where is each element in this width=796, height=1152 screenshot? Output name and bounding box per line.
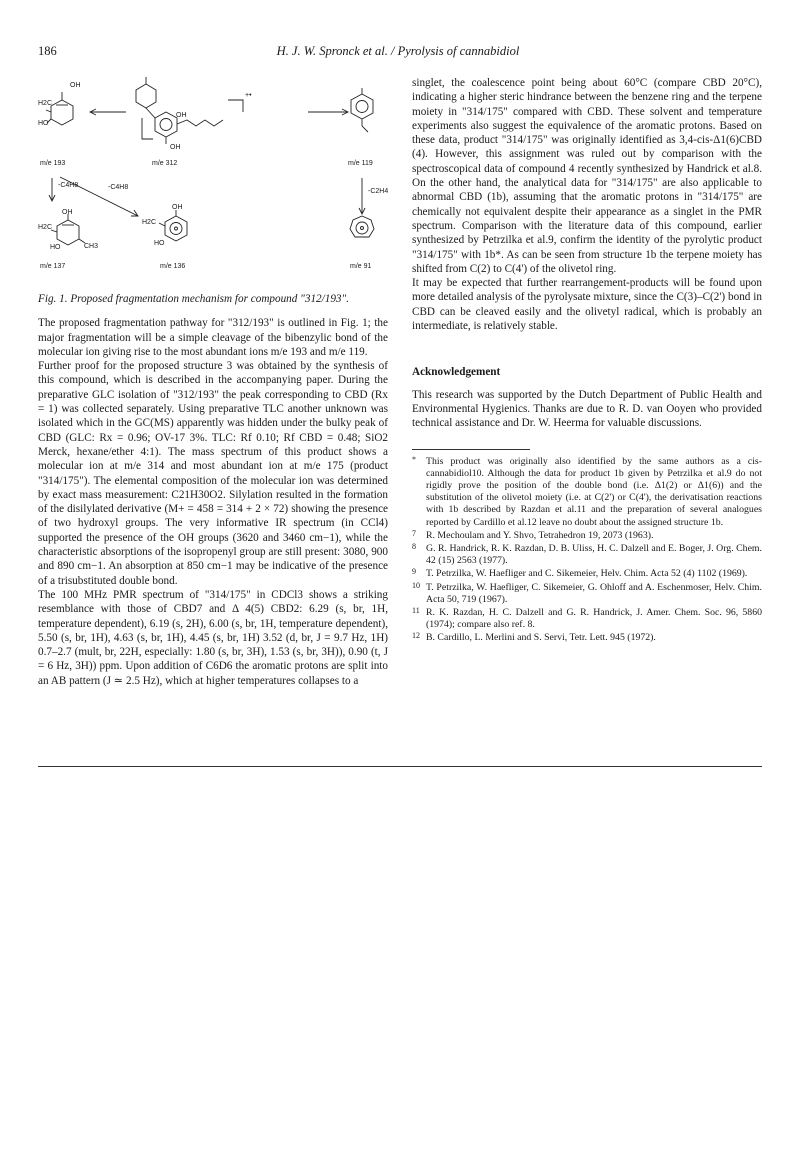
oh-label: OH xyxy=(176,112,187,119)
footnote-mark: 12 xyxy=(412,631,420,641)
acknowledgement-text: This research was supported by the Dutch Department of Public Health and Environmental Hygienics. Thanks are due to R. D. van Ooyen who provided technical assistance and Dr. W. Heerma for valuable discussions. xyxy=(412,388,762,430)
body-paragraph: It may be expected that further rearrangement-products will be found upon more detailed analysis of the pyrolysate mixture, since the C(3)–C(2') bond in CBD can be cleaved easily and the olivetyl radical, which is probably an intermediate, is relatively stable. xyxy=(412,277,762,333)
figure-caption: Fig. 1. Proposed fragmentation mechanism for compound "312/193". xyxy=(38,293,350,305)
body-paragraph: Further proof for the proposed structure 3 was obtained by the synthesis of this compound, which is described in the accompanying paper. During the preparative GLC isolation of "312/193" the peak corresponding to CBD (Rx = 1) was collected separately. Using preparative TLC another unknown was isolated which in the GC(MS) apparently was hidden under the bulky peak of CBD (GLC: Rx = 0.96; OV-17 3%. TLC: Rf 0.10; Rf CBD = 0.48; SiO2 Merck, hexane/ether 4:1). The mass spectrum of this product shows a molecular ion at m/e 314 and most abundant ion at m/e 175 (product "314/175"). The elemental composition of the molecular ion was determined by exact mass measurement: C21H30O2. Silylation resulted in the formation of the disilylated derivative (M+ = 458 = 314 + 2 × 72) showing the presence of two hydroxyl groups. The very informative IR spectrum (in CCl4) supported the presence of the OH groups (3620 and 3460 cm−1), while the characteristic absorptions of the isopropenyl group are still present: 3080, 900 and 890 cm−1. An absorption at 850 cm−1 may be indicative of the presence of a trisubstituted double bond. xyxy=(38,360,388,587)
ion-label-312: m/e 312 xyxy=(152,160,178,167)
footnote-text: R. Mechoulam and Y. Shvo, Tetrahedron 19, 2073 (1963). xyxy=(426,529,654,541)
footnote-mark: 9 xyxy=(412,567,416,577)
reference-11 xyxy=(412,607,762,631)
right-column xyxy=(412,76,762,646)
footnote-mark: 11 xyxy=(412,605,420,615)
footnote-mark: 10 xyxy=(412,580,420,590)
ho-label: HO xyxy=(50,244,61,251)
footnote-text: This product was originally also identified by the same authors as a cis-cannabidiol10. Although the data for product 1b given by Petrzilka et al.9 do not rigidly prove the position of the double bond (i.e. Δ1(2) or Δ1(6)) and the substitution of the olivetol moiety (i.e. at C(2') or C(4'), the derivatisation reactions with 1b described by Razdan et al.11 and the preparation of several analogues reported by Cardillo et al.12 leave no doubt about the assigned structure 1b. xyxy=(426,455,762,528)
footnote-divider xyxy=(412,449,530,450)
footnote-text: T. Petrzilka, W. Haefliger, C. Sikemeier, G. Ohloff and A. Eschenmoser, Helv. Chim. Acta 50, 719 (1967). xyxy=(426,581,762,605)
h2c-label: H2C xyxy=(38,224,53,231)
fragmentation-figure xyxy=(38,76,388,284)
loss-label-c2h4: -C2H4 xyxy=(368,188,389,195)
footnote-mark: 8 xyxy=(412,541,416,551)
running-header xyxy=(38,44,758,60)
footnote-mark: 7 xyxy=(412,528,416,538)
ion-label-137: m/e 137 xyxy=(40,263,66,270)
h2c-label: H2C xyxy=(38,100,53,107)
ch3-label: CH3 xyxy=(84,243,99,250)
reference-10 xyxy=(412,582,762,606)
benzene-ring-136 xyxy=(165,216,187,241)
h2c-label: H2C xyxy=(142,219,157,226)
loss-label-c4h8: -C4H8 xyxy=(58,182,79,189)
radical-cation-mark: +• xyxy=(245,92,252,99)
loss-label-c4h8: -C4H8 xyxy=(108,184,129,191)
footnote-text: G. R. Handrick, R. K. Razdan, D. B. Uliss, H. C. Dalzell and E. Boger, J. Org. Chem. 42 (15) 2563 (1977). xyxy=(426,542,762,567)
oh-label: OH xyxy=(70,82,81,89)
acknowledgement-heading: Acknowledgement xyxy=(412,366,501,379)
body-paragraph: The 100 MHz PMR spectrum of "314/175" in CDCl3 shows a striking resemblance with those of CBD7 and Δ 4(5) CBD2: 6.29 (s, br, 1H, temperature dependent), 6.19 (s, 2H), 6.00 (s, br, 1H, temperature dependent), 5.50 (s, br, 1H), 4.63 (s, br, 1H), 4.45 (s, br, 1H) 3.52 (d, br, J = 9.7 Hz, 1H) 0.7–2.7 (mult, br, 22H, especially: 1.80 (s, br, 3H), 1.53 (s, br, 3H)), 0.90 (t, J = 6 Hz, 3H)) ppm. Upon addition of C6D6 the aromatic protons are split into an AB pattern (J ≃ 2.5 Hz), which at higher temperatures collapses to a xyxy=(38,588,388,687)
fragmentation-scheme-drawing xyxy=(38,76,388,284)
footnote-text: B. Cardillo, L. Merlini and S. Servi, Tetr. Lett. 945 (1972). xyxy=(426,632,656,644)
footnote-text: R. K. Razdan, H. C. Dalzell and G. R. Handrick, J. Amer. Chem. Soc. 96, 5860 (1974); compare also ref. 8. xyxy=(426,606,762,631)
cyclohexene-ring-312 xyxy=(136,84,156,108)
ion-label-136: m/e 136 xyxy=(160,263,186,270)
benzene-ring-193 xyxy=(51,100,73,125)
body-paragraph: singlet, the coalescence point being about 60°C (compare CBD 20°C), indicating a higher steric hindrance between the benzene ring and the terpene moiety in "314/175" compared with CBD. These solvent and temperature experiments also suggest the equivalence of the aromatic protons. Based on these data, product "314/175" was originally identified as 3,4-cis-Δ1(6)CBD (4). However, this assignment was ruled out by comparison with the spectroscopical data of compound 4 recently synthesized by Handrick et al.8. On the other hand, the analytical data for "314/175" are also applicable to abnormal CBD (1b), assuming that the aromatic protons in "314/175" are chemically not equivalent despite their appearance as a singlet in the PMR spectrum. Comparison with the literature data of this compound, earlier synthesized by Petrzilka et al.9, confirm the identity of the pyrolytic product "314/175" with 1b*. As can be seen from structure 1b the terpene moiety has shifted from C(2) to C(4') of the olivetol ring. xyxy=(412,77,762,275)
footnote-text: T. Petrzilka, W. Haefliger and C. Sikemeier, Helv. Chim. Acta 52 (4) 1102 (1969). xyxy=(426,568,748,580)
left-column xyxy=(38,76,388,688)
ho-label: HO xyxy=(38,120,49,127)
body-paragraph: The proposed fragmentation pathway for "312/193" is outlined in Fig. 1; the major fragmentation will be a simple cleavage of the bibenzylic bond of the molecular ion giving rise to the most abundant ions m/e 193 and m/e 119. xyxy=(38,317,388,358)
reference-9 xyxy=(412,568,762,580)
ion-label-193: m/e 193 xyxy=(40,160,66,167)
benzene-ring-312 xyxy=(155,112,177,137)
ion-label-91: m/e 91 xyxy=(350,263,372,270)
reference-12 xyxy=(412,632,762,644)
oh-label: OH xyxy=(62,209,73,216)
benzene-ring-119 xyxy=(351,94,373,119)
benzene-ring-137 xyxy=(57,220,79,245)
ion-label-119: m/e 119 xyxy=(348,160,373,167)
page-bottom-rule xyxy=(38,766,762,767)
running-title: H. J. W. Spronck et al. / Pyrolysis of cannabidiol xyxy=(276,44,520,58)
footnote xyxy=(412,456,762,529)
oh-label: OH xyxy=(172,204,183,211)
oh-label: OH xyxy=(170,144,181,151)
page-number: 186 xyxy=(38,44,57,58)
ho-label: HO xyxy=(154,240,165,247)
footnote-mark: * xyxy=(412,454,416,464)
reference-8 xyxy=(412,543,762,567)
reference-7 xyxy=(412,530,762,542)
